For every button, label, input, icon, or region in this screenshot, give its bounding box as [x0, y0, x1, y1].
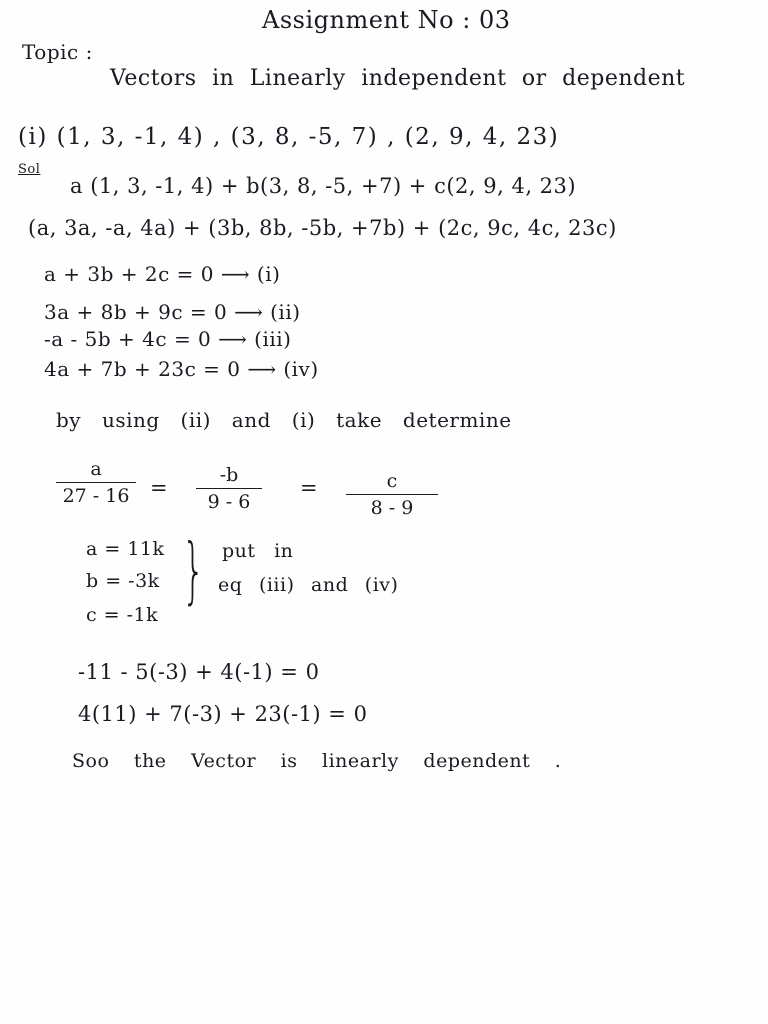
topic-label: Topic :	[22, 40, 93, 64]
equation-ii: 3a + 8b + 9c = 0 ⟶ (ii)	[44, 300, 301, 324]
assignment-title: Assignment No : 03	[262, 6, 511, 34]
problem-vectors: (i) (1, 3, -1, 4) , (3, 8, -5, 7) , (2, 9, 4, 23)	[18, 124, 560, 150]
fraction-c-numerator: c	[386, 470, 398, 492]
fraction-a-denominator: 27 - 16	[56, 482, 136, 507]
expanded-combination: (a, 3a, -a, 4a) + (3b, 8b, -5b, +7b) + (2c, 9c, 4c, 23c)	[28, 216, 617, 240]
fraction-a	[56, 458, 136, 507]
values-note: put in	[222, 540, 294, 562]
fraction-b	[196, 464, 262, 513]
method-step: by using (ii) and (i) take determine	[56, 408, 512, 432]
solution-label: Sol	[18, 162, 41, 177]
equals-sign: =	[300, 476, 319, 500]
value-b: b = -3k	[86, 570, 160, 592]
fraction-c	[346, 470, 438, 519]
conclusion: Soo the Vector is linearly dependent .	[72, 750, 562, 772]
check-equation-iv: 4(11) + 7(-3) + 23(-1) = 0	[78, 702, 368, 726]
fraction-b-numerator: -b	[219, 464, 239, 486]
topic-text: Vectors in Linearly independent or dependent	[110, 66, 686, 91]
equation-i: a + 3b + 2c = 0 ⟶ (i)	[44, 262, 281, 286]
equals-sign: =	[150, 476, 169, 500]
value-a: a = 11k	[86, 538, 165, 560]
equation-iii: -a - 5b + 4c = 0 ⟶ (iii)	[44, 327, 292, 351]
value-c: c = -1k	[86, 604, 159, 626]
fraction-b-denominator: 9 - 6	[196, 488, 262, 513]
equation-iv: 4a + 7b + 23c = 0 ⟶ (iv)	[44, 357, 319, 381]
values-note-equations: eq (iii) and (iv)	[218, 574, 399, 596]
right-brace-icon: }	[182, 528, 205, 612]
check-equation-iii: -11 - 5(-3) + 4(-1) = 0	[78, 660, 320, 684]
fraction-c-denominator: 8 - 9	[346, 494, 438, 519]
fraction-a-numerator: a	[90, 458, 102, 480]
linear-combination: a (1, 3, -1, 4) + b(3, 8, -5, +7) + c(2, 9, 4, 23)	[70, 174, 577, 198]
